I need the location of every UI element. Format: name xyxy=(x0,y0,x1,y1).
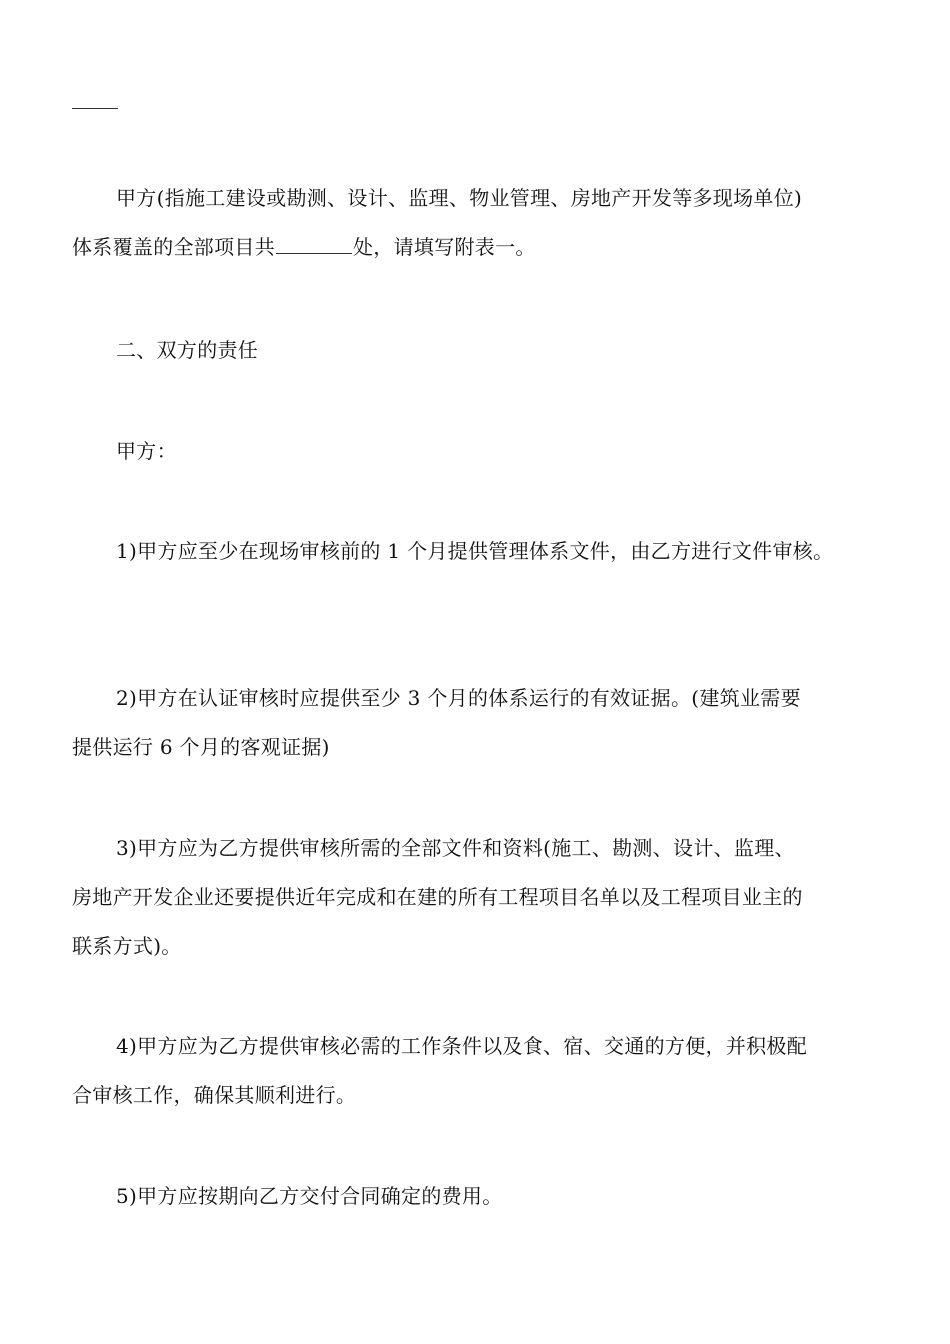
paragraph-line xyxy=(72,223,892,272)
item-line: 房地产开发企业还要提供近年完成和在建的所有工程项目名单以及工程项目业主的 xyxy=(72,885,803,909)
paragraph-scope xyxy=(72,174,892,272)
item-line: 联系方式)。 xyxy=(72,934,182,958)
item-line: 5)甲方应按期向乙方交付合同确定的费用。 xyxy=(116,1184,503,1208)
item-line: 2)甲方在认证审核时应提供至少 3 个月的体系运行的有效证据。(建筑业需要 xyxy=(116,686,801,710)
dash-mark xyxy=(72,108,118,109)
heading-text: 二、双方的责任 xyxy=(116,338,259,362)
item-3 xyxy=(72,824,892,971)
party-a-label xyxy=(72,427,892,476)
paragraph-line: 甲方(指施工建设或勘测、设计、监理、物业管理、房地产开发等多现场单位) xyxy=(116,186,803,210)
item-line: 1)甲方应至少在现场审核前的 1 个月提供管理体系文件，由乙方进行文件审核。 xyxy=(116,539,834,563)
item-2 xyxy=(72,674,892,772)
item-5 xyxy=(72,1172,892,1221)
text-before-blank: 体系覆盖的全部项目共 xyxy=(72,235,275,259)
item-line: 3)甲方应为乙方提供审核所需的全部文件和资料(施工、勘测、设计、监理、 xyxy=(116,836,795,860)
fill-in-blank[interactable] xyxy=(276,235,352,254)
item-line: 合审核工作，确保其顺利进行。 xyxy=(72,1083,357,1107)
section-heading xyxy=(72,326,892,375)
item-line: 提供运行 6 个月的客观证据) xyxy=(72,735,330,759)
label-text: 甲方： xyxy=(116,439,177,463)
item-line: 4)甲方应为乙方提供审核必需的工作条件以及食、宿、交通的方便，并积极配 xyxy=(116,1034,808,1058)
text-after-blank: 处，请填写附表一。 xyxy=(353,235,536,259)
item-4 xyxy=(72,1022,892,1120)
item-1 xyxy=(72,527,892,576)
